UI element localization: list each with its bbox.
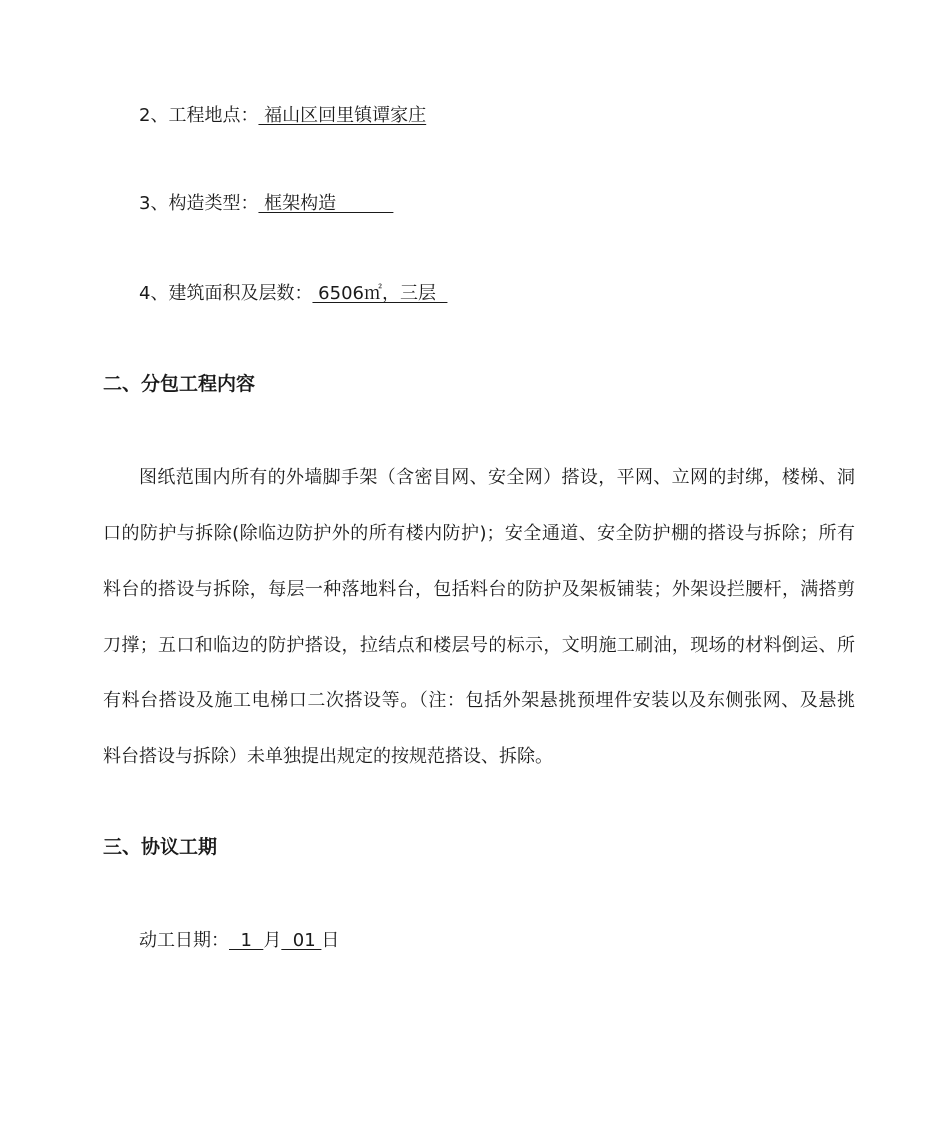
structure-type-value: 框架构造 bbox=[258, 193, 394, 214]
building-area-row bbox=[139, 282, 447, 306]
building-area-value: 6506㎡，三层 bbox=[312, 283, 448, 304]
section-2-paragraph-line: 料台的搭设与拆除，每层一种落地料台，包括料台的防护及架板铺装；外架设拦腰杆，满搭剪 bbox=[103, 579, 855, 600]
section-2-paragraph-line: 口的防护与拆除(除临边防护外的所有楼内防护)；安全通道、安全防护棚的搭设与拆除；所有 bbox=[103, 523, 855, 544]
project-location-value: 福山区回里镇谭家庄 bbox=[258, 105, 427, 126]
start-month-value: 1 bbox=[229, 930, 264, 951]
day-unit: 日 bbox=[321, 930, 340, 951]
project-location-label: 2、工程地点： bbox=[139, 105, 259, 126]
section-2-paragraph-line: 料台搭设与拆除）未单独提出规定的按规范搭设、拆除。 bbox=[103, 746, 553, 767]
building-area-label: 4、建筑面积及层数： bbox=[139, 283, 313, 304]
section-2-paragraph-line: 图纸范围内所有的外墙脚手架（含密目网、安全网）搭设，平网、立网的封绑，楼梯、洞 bbox=[139, 467, 855, 488]
section-2-heading: 二、分包工程内容 bbox=[103, 373, 256, 395]
section-2-paragraph-line: 刀撑；五口和临边的防护搭设，拉结点和楼层号的标示，文明施工刷油，现场的材料倒运、所 bbox=[103, 635, 855, 656]
month-unit: 月 bbox=[263, 930, 282, 951]
start-date-label: 动工日期： bbox=[139, 930, 229, 951]
project-location-row bbox=[139, 104, 426, 128]
structure-type-label: 3、构造类型： bbox=[139, 193, 259, 214]
start-day-value: 01 bbox=[281, 930, 322, 951]
start-date-row bbox=[139, 929, 339, 953]
structure-type-row bbox=[139, 192, 393, 216]
section-2-paragraph-line: 有料台搭设及施工电梯口二次搭设等。（注：包括外架悬挑预埋件安装以及东侧张网、及悬挑 bbox=[103, 690, 855, 711]
section-3-heading: 三、协议工期 bbox=[103, 836, 218, 858]
